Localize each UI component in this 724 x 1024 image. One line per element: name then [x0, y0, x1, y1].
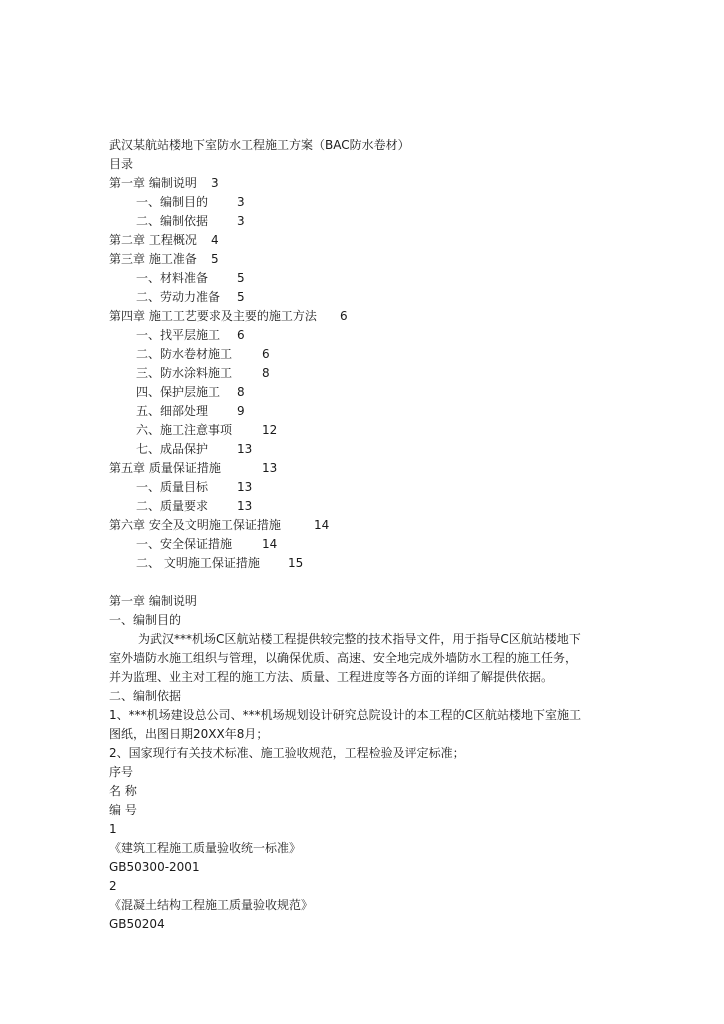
toc-entry[interactable]	[136, 383, 245, 401]
table-header-name: 名 称	[109, 784, 137, 798]
toc-entry[interactable]	[136, 478, 253, 496]
toc-entry-label: 第五章 质量保证措施	[109, 461, 221, 475]
table-cell-name: 《混凝土结构工程施工质量验收规范》	[109, 898, 314, 912]
toc-entry[interactable]	[136, 421, 278, 439]
toc-entry-label: 第三章 施工准备	[109, 252, 197, 266]
section-heading: 一、编制目的	[109, 613, 182, 627]
toc-entry-label: 二、劳动力准备	[136, 290, 221, 304]
toc-entry-page-number: 5	[237, 290, 245, 304]
toc-entry[interactable]	[109, 250, 219, 268]
toc-entry[interactable]	[109, 516, 330, 534]
paragraph-line: 室外墙防水施工组织与管理，以确保优质、高速、安全地完成外墙防水工程的施工任务，	[109, 651, 578, 665]
table-cell-code: GB50300-2001	[109, 860, 200, 874]
table-cell-name: 《建筑工程施工质量验收统一标准》	[109, 841, 302, 855]
section-heading: 二、编制依据	[109, 689, 182, 703]
toc-entry-page-number: 6	[340, 309, 348, 323]
toc-entry[interactable]	[109, 231, 219, 249]
toc-entry-label: 三、防水涂料施工	[136, 366, 233, 380]
table-cell-code: GB50204	[109, 917, 165, 931]
toc-entry-page-number: 13	[237, 442, 253, 456]
table-header-no: 序号	[109, 765, 134, 779]
toc-entry-page-number: 3	[211, 176, 219, 190]
toc-entry-label: 一、找平层施工	[136, 328, 221, 342]
toc-entry[interactable]	[136, 288, 245, 306]
toc-entry-page-number: 3	[237, 195, 245, 209]
paragraph-line: 为武汉***机场C区航站楼工程提供较完整的技术指导文件，用于指导C区航站楼地下	[138, 632, 581, 646]
table-cell-no: 1	[109, 822, 117, 836]
list-item-line: 2、国家现行有关技术标准、施工验收规范，工程检验及评定标准；	[109, 746, 465, 760]
chapter-heading: 第一章 编制说明	[109, 594, 197, 608]
toc-entry[interactable]	[136, 440, 253, 458]
toc-entry-label: 一、质量目标	[136, 480, 209, 494]
toc-entry[interactable]	[136, 345, 270, 363]
toc-entry-page-number: 4	[211, 233, 219, 247]
toc-entry-page-number: 8	[237, 385, 245, 399]
toc-entry-label: 七、成品保护	[136, 442, 209, 456]
toc-entry-page-number: 13	[237, 480, 253, 494]
toc-entry[interactable]	[136, 326, 245, 344]
toc-entry-page-number: 14	[262, 537, 278, 551]
toc-entry-label: 四、保护层施工	[136, 385, 221, 399]
toc-entry-label: 二、防水卷材施工	[136, 347, 233, 361]
toc-entry[interactable]	[109, 307, 348, 325]
toc-entry[interactable]	[136, 497, 253, 515]
toc-entry[interactable]	[136, 269, 245, 287]
toc-entry-page-number: 5	[211, 252, 219, 266]
list-item-line: 图纸，出图日期20XX年8月；	[109, 727, 269, 741]
toc-entry[interactable]	[109, 174, 219, 192]
toc-entry[interactable]	[136, 212, 245, 230]
toc-entry-page-number: 9	[237, 404, 245, 418]
paragraph-line: 并为监理、业主对工程的施工方法、质量、工程进度等各方面的详细了解提供依据。	[109, 670, 554, 684]
toc-entry-label: 一、编制目的	[136, 195, 209, 209]
table-cell-no: 2	[109, 879, 117, 893]
toc-entry[interactable]	[136, 402, 245, 420]
toc-entry-page-number: 6	[237, 328, 245, 342]
toc-entry-label: 六、施工注意事项	[136, 423, 233, 437]
toc-entry-label: 第一章 编制说明	[109, 176, 197, 190]
toc-entry-page-number: 8	[262, 366, 270, 380]
toc-entry-label: 一、安全保证措施	[136, 537, 233, 551]
table-header-code: 编 号	[109, 803, 137, 817]
toc-entry-label: 第六章 安全及文明施工保证措施	[109, 518, 281, 532]
toc-entry-label: 二、质量要求	[136, 499, 209, 513]
toc-entry-page-number: 12	[262, 423, 278, 437]
toc-entry[interactable]	[136, 535, 278, 553]
toc-entry-page-number: 13	[237, 499, 253, 513]
toc-entry[interactable]	[136, 193, 245, 211]
toc-entry-label: 第二章 工程概况	[109, 233, 197, 247]
toc-entry-page-number: 14	[314, 518, 330, 532]
toc-entry-label: 五、细部处理	[136, 404, 209, 418]
toc-entry-page-number: 5	[237, 271, 245, 285]
toc-entry-page-number: 6	[262, 347, 270, 361]
toc-heading: 目录	[109, 157, 134, 171]
toc-entry-page-number: 3	[237, 214, 245, 228]
toc-entry-page-number: 13	[262, 461, 278, 475]
toc-entry[interactable]	[109, 459, 278, 477]
document-title: 武汉某航站楼地下室防水工程施工方案（BAC防水卷材）	[109, 138, 410, 152]
toc-entry-label: 第四章 施工工艺要求及主要的施工方法	[109, 309, 317, 323]
toc-entry-label: 二、 文明施工保证措施	[136, 556, 260, 570]
list-item-line: 1、***机场建设总公司、***机场规划设计研究总院设计的本工程的C区航站楼地下室施工	[109, 708, 582, 722]
toc-entry-label: 一、材料准备	[136, 271, 209, 285]
toc-entry[interactable]	[136, 554, 304, 572]
toc-entry-page-number: 15	[288, 556, 304, 570]
toc-entry-label: 二、编制依据	[136, 214, 209, 228]
toc-entry[interactable]	[136, 364, 270, 382]
